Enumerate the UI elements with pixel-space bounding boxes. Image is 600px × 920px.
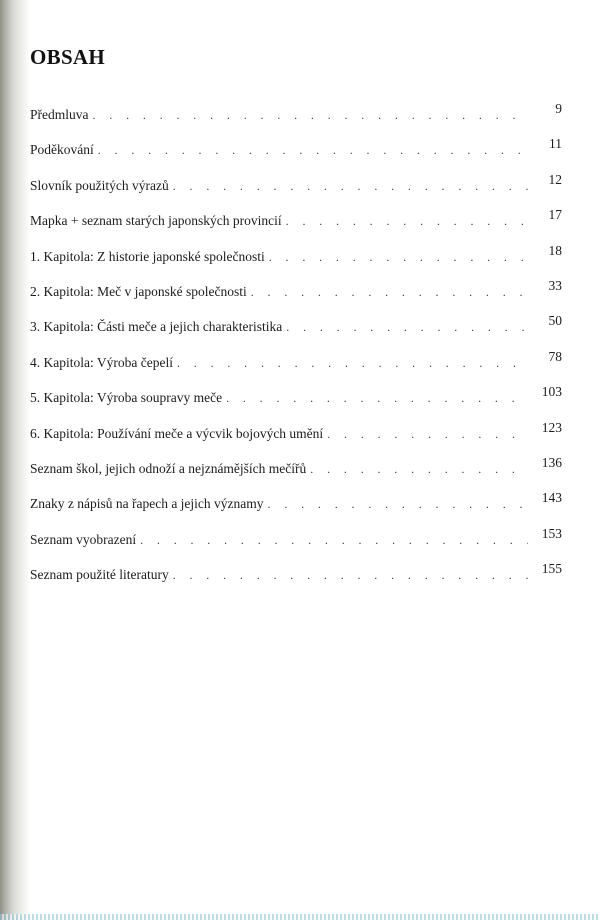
toc-dot-leader — [140, 523, 528, 558]
toc-entry-chapter-1 — [30, 239, 562, 274]
toc-dot-leader — [268, 487, 528, 522]
toc-dot-leader — [310, 452, 528, 487]
toc-page-number: 153 — [541, 525, 562, 541]
toc-page-number: 18 — [548, 242, 562, 258]
toc-dot-leader — [251, 275, 528, 310]
page-binding-shadow — [0, 0, 30, 920]
page-title: OBSAH — [30, 45, 106, 69]
toc-page-number: 50 — [548, 313, 562, 329]
toc-entry-chapter-6 — [30, 416, 562, 451]
table-of-contents — [30, 97, 562, 592]
toc-dot-leader — [286, 204, 528, 239]
toc-page-number: 17 — [548, 207, 562, 223]
toc-entry-title: Seznam použité literatury — [30, 567, 169, 583]
toc-entry-title: Slovník použitých výrazů — [30, 177, 169, 193]
toc-dot-leader — [177, 346, 528, 381]
toc-entry-chapter-4 — [30, 345, 562, 380]
toc-entry-chapter-2 — [30, 274, 562, 309]
toc-entry-title: Znaky z nápisů na řapech a jejich významy — [30, 496, 264, 512]
toc-entry-title: 4. Kapitola: Výroba čepelí — [30, 354, 173, 370]
toc-entry-schools-list — [30, 451, 562, 486]
toc-page-number: 9 — [555, 101, 562, 116]
toc-page-number: 155 — [541, 561, 562, 577]
toc-entry-glossary — [30, 168, 562, 203]
toc-dot-leader — [93, 98, 529, 133]
toc-dot-leader — [269, 240, 528, 275]
toc-entry-signatures — [30, 486, 562, 521]
toc-page-number: 103 — [541, 384, 562, 400]
toc-entry-chapter-3 — [30, 309, 562, 344]
toc-entry-chapter-5 — [30, 380, 562, 415]
toc-entry-title: 2. Kapitola: Meč v japonské společnosti — [30, 283, 247, 299]
toc-entry-preface — [30, 97, 562, 132]
toc-page-number: 136 — [541, 454, 562, 470]
toc-entry-title: 5. Kapitola: Výroba soupravy meče — [30, 390, 223, 406]
toc-entry-title: Mapka + seznam starých japonských provincií — [30, 213, 282, 229]
toc-dot-leader — [173, 558, 528, 593]
toc-entry-title: Seznam škol, jejich odnoží a nejznámějších mečířů — [30, 460, 307, 476]
toc-page-number: 12 — [548, 171, 562, 187]
toc-page-number: 123 — [541, 419, 562, 435]
toc-entry-title: Předmluva — [30, 107, 89, 122]
toc-entry-map — [30, 203, 562, 238]
toc-entry-bibliography — [30, 557, 562, 592]
toc-entry-title: Poděkování — [30, 142, 94, 158]
toc-dot-leader — [226, 381, 528, 416]
toc-page-number: 143 — [541, 490, 562, 506]
toc-page-number: 11 — [549, 136, 562, 152]
toc-dot-leader — [286, 310, 528, 345]
toc-dot-leader — [98, 133, 528, 168]
toc-dot-leader — [173, 169, 528, 204]
toc-entry-title: 3. Kapitola: Části meče a jejich charakteristika — [30, 319, 283, 335]
toc-dot-leader — [327, 417, 528, 452]
toc-entry-title: Seznam vyobrazení — [30, 531, 137, 547]
toc-entry-title: 6. Kapitola: Používání meče a výcvik bojových umění — [30, 425, 324, 441]
page-bottom-edge — [0, 914, 600, 920]
toc-page-number: 78 — [548, 348, 562, 364]
toc-entry-illustrations — [30, 522, 562, 557]
toc-page-number: 33 — [548, 277, 562, 293]
toc-entry-acknowledgements — [30, 132, 562, 167]
toc-entry-title: 1. Kapitola: Z historie japonské společnosti — [30, 248, 265, 264]
